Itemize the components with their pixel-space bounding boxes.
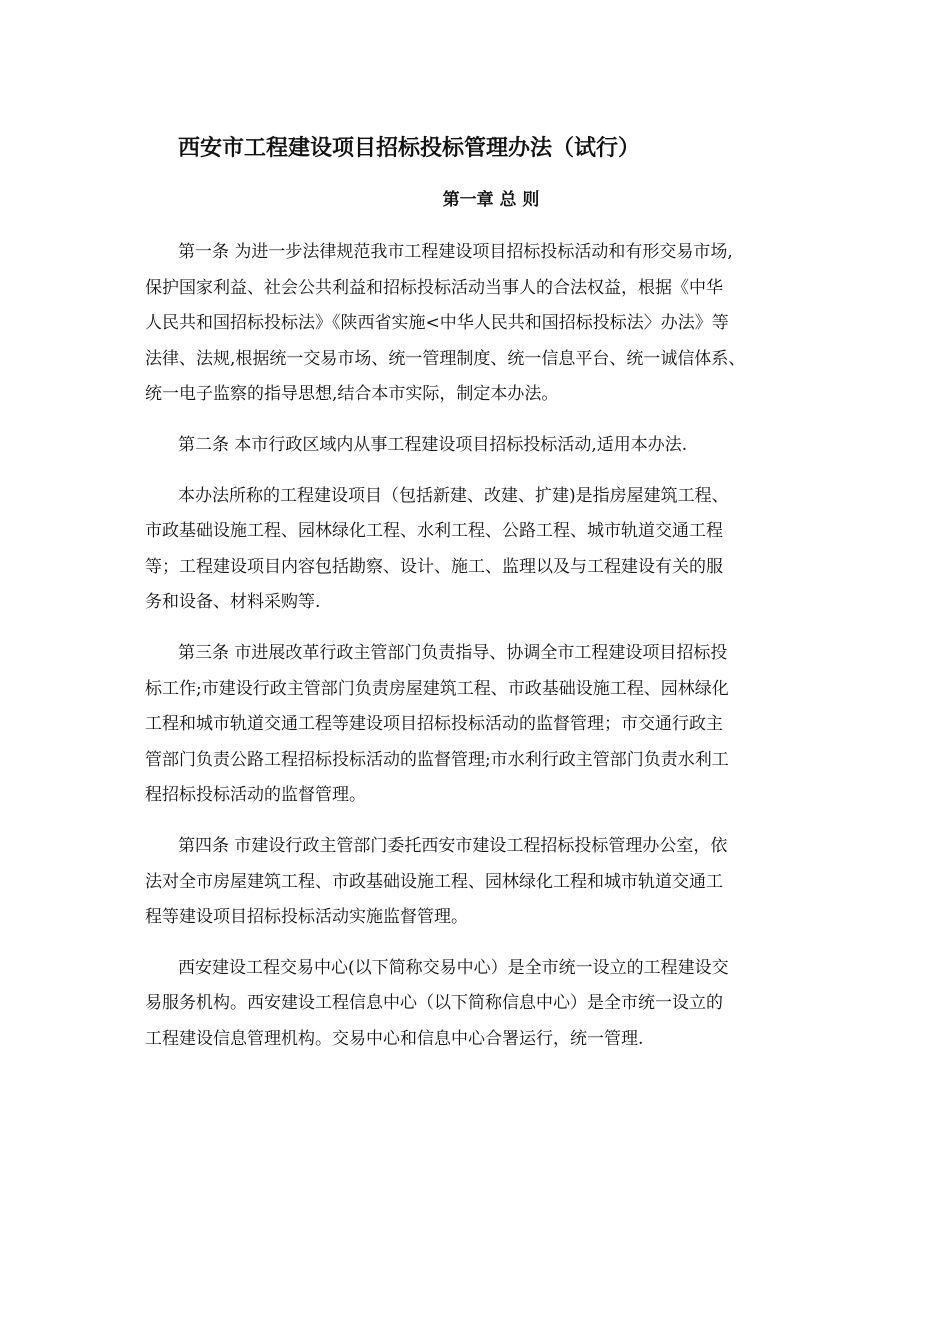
chapter-title: 第一章 总 则 bbox=[442, 190, 540, 210]
text-line: 第一条 为进一步法律规范我市工程建设项目招标投标活动和有形交易市场, bbox=[178, 242, 733, 262]
text-line: 第三条 市进展改革行政主管部门负责指导、协调全市工程建设项目招标投 bbox=[178, 642, 728, 663]
text-line: 第四条 市建设行政主管部门委托西安市建设工程招标投标管理办公室，依 bbox=[178, 835, 728, 856]
paragraph-article-1 bbox=[145, 235, 825, 413]
text-line: 等；工程建设项目内容包括勘察、设计、施工、监理以及与工程建设有关的服 bbox=[145, 556, 723, 577]
text-line: 本办法所称的工程建设项目（包括新建、改建、扩建)是指房屋建筑工程、 bbox=[178, 485, 729, 506]
text-line: 西安建设工程交易中心(以下简称交易中心）是全市统一设立的工程建设交 bbox=[178, 957, 729, 978]
text-line: 法律、法规,根据统一交易市场、统一管理制度、统一信息平台、统一诚信体系、 bbox=[145, 348, 746, 369]
text-line: 人民共和国招标投标法》《陕西省实施<中华人民共和国招标投标法〉办法》等 bbox=[145, 313, 729, 334]
document-title: 西安市工程建设项目招标投标管理办法（试行） bbox=[178, 136, 641, 161]
text-line: 管部门负责公路工程招标投标活动的监督管理;市水利行政主管部门负责水利工 bbox=[145, 749, 729, 770]
paragraph-article-3 bbox=[145, 636, 825, 814]
paragraph-scope-definition bbox=[145, 479, 825, 621]
text-line: 保护国家利益、社会公共利益和招标投标活动当事人的合法权益，根据《中华 bbox=[145, 277, 723, 298]
text-line: 务和设备、材料采购等. bbox=[145, 592, 321, 613]
text-line: 统一电子监察的指导思想,结合本市实际，制定本办法。 bbox=[145, 384, 559, 405]
paragraph-article-4 bbox=[145, 829, 825, 936]
text-line: 工程建设信息管理机构。交易中心和信息中心合署运行，统一管理. bbox=[145, 1028, 644, 1049]
text-line: 程招标投标活动的监督管理。 bbox=[145, 785, 366, 806]
text-line: 程等建设项目招标投标活动实施监督管理。 bbox=[145, 907, 468, 928]
text-line: 市政基础设施工程、园林绿化工程、水利工程、公路工程、城市轨道交通工程 bbox=[145, 521, 723, 542]
text-line: 法对全市房屋建筑工程、市政基础设施工程、园林绿化工程和城市轨道交通工 bbox=[145, 871, 723, 892]
paragraph-article-2 bbox=[145, 428, 825, 464]
text-line: 第二条 本市行政区域内从事工程建设项目招标投标活动,适用本办法. bbox=[178, 434, 688, 455]
text-line: 工程和城市轨道交通工程等建设项目招标投标活动的监督管理；市交通行政主 bbox=[145, 714, 723, 735]
text-line: 标工作;市建设行政主管部门负责房屋建筑工程、市政基础设施工程、园林绿化 bbox=[145, 678, 729, 699]
paragraph-trading-center bbox=[145, 951, 825, 1058]
document-body bbox=[145, 235, 825, 1072]
text-line: 易服务机构。西安建设工程信息中心（以下简称信息中心）是全市统一设立的 bbox=[145, 993, 723, 1014]
